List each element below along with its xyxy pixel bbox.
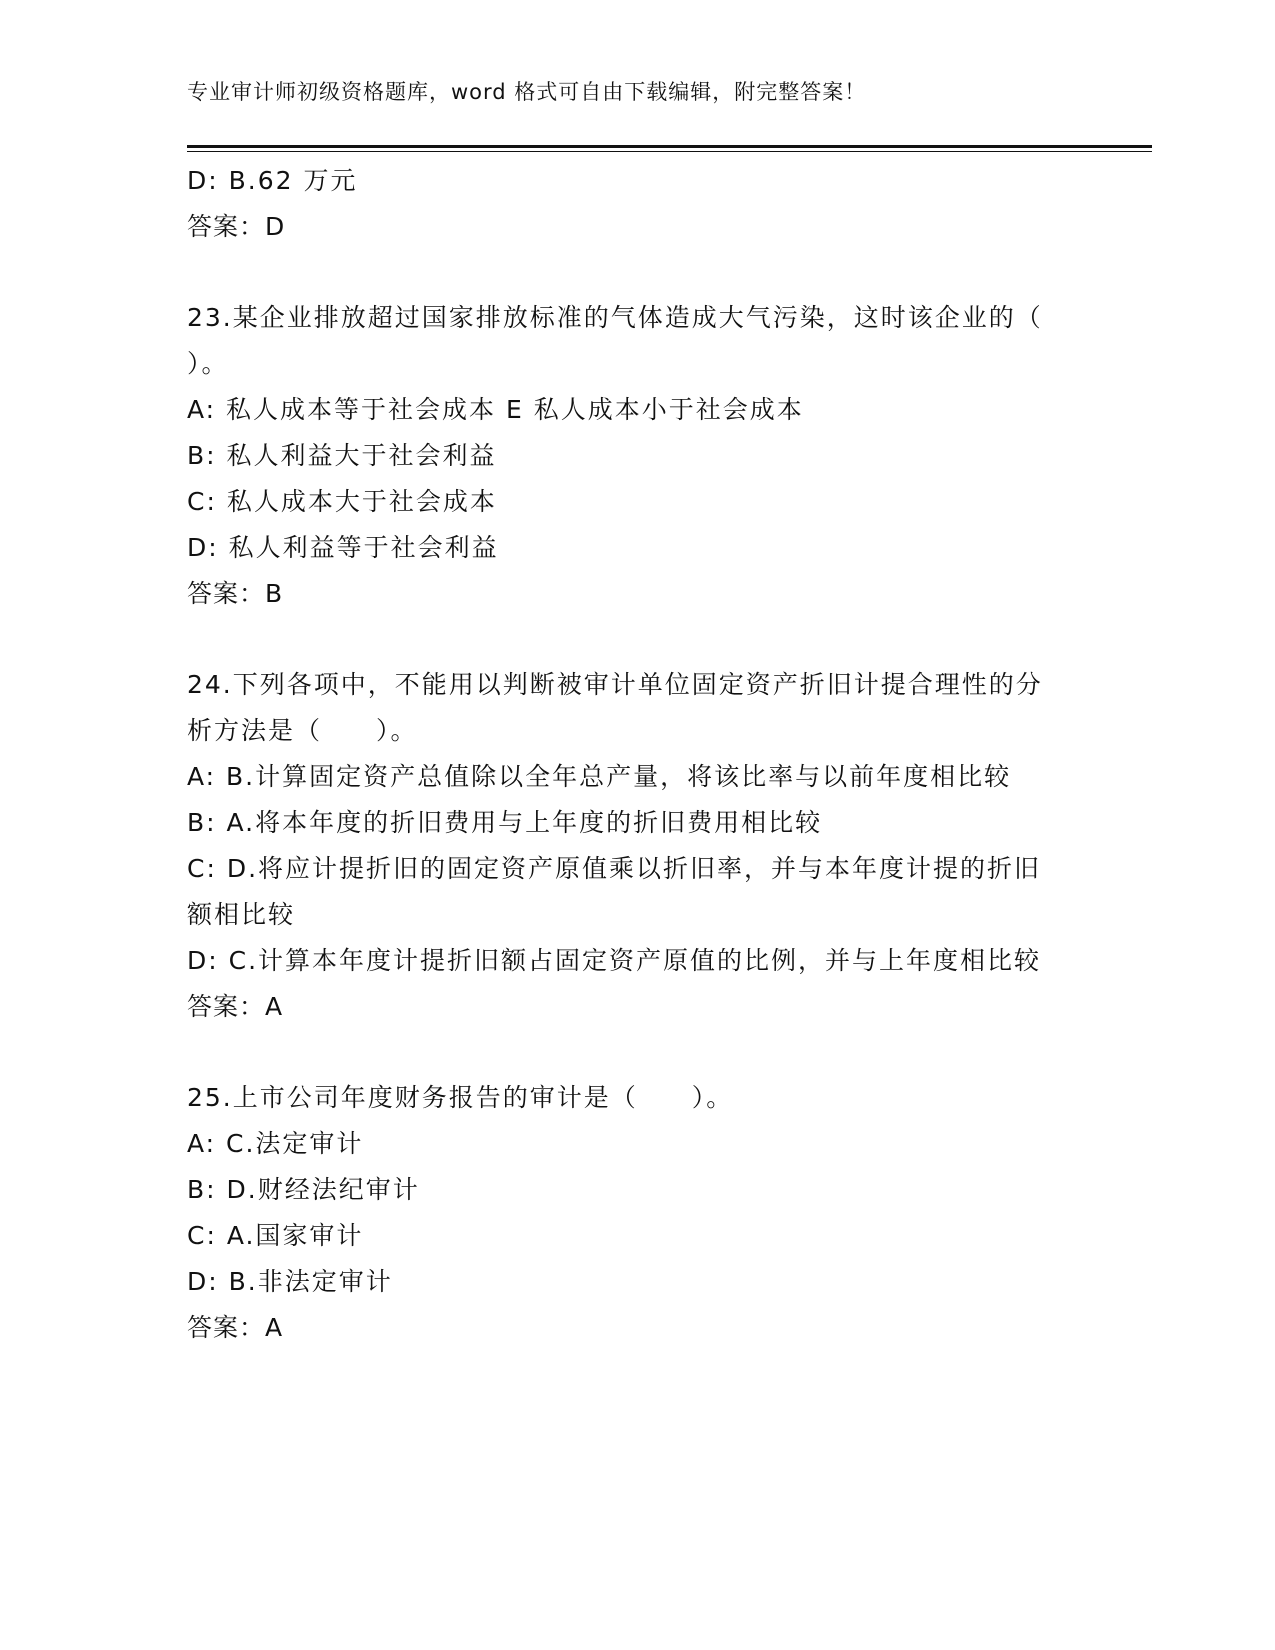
option-d: D: 私人利益等于社会利益 (187, 533, 499, 562)
option-b: B: 私人利益大于社会利益 (187, 441, 497, 470)
option-d: D: C.计算本年度计提折旧额占固定资产原值的比例，并与上年度相比较 (187, 946, 1042, 975)
document-body (187, 158, 1067, 1351)
previous-question-tail (187, 158, 1067, 250)
question-25 (187, 1075, 1067, 1351)
option-a: A: 私人成本等于社会成本 E 私人成本小于社会成本 (187, 395, 804, 424)
page-header: 专业审计师初级资格题库，word 格式可自由下载编辑，附完整答案！ (187, 80, 867, 104)
question-stem: 25.上市公司年度财务报告的审计是（ ）。 (187, 1083, 734, 1112)
answer-line: 答案：A (187, 1313, 284, 1342)
header-divider (187, 145, 1152, 152)
option-a: A: B.计算固定资产总值除以全年总产量，将该比率与以前年度相比较 (187, 762, 1012, 791)
question-23 (187, 295, 1067, 617)
answer-line: 答案：A (187, 992, 284, 1021)
answer-line: 答案：D (187, 212, 286, 241)
option-a: A: C.法定审计 (187, 1129, 364, 1158)
option-b: B: A.将本年度的折旧费用与上年度的折旧费用相比较 (187, 808, 823, 837)
option-c: C: D.将应计提折旧的固定资产原值乘以折旧率，并与本年度计提的折旧额相比较 (187, 854, 1042, 929)
option-b: B: D.财经法纪审计 (187, 1175, 420, 1204)
option-c: C: A.国家审计 (187, 1221, 364, 1250)
option-d: D: B.62 万元 (187, 166, 358, 195)
question-24 (187, 662, 1067, 1030)
question-stem: 24.下列各项中，不能用以判断被审计单位固定资产折旧计提合理性的分析方法是（ ）。 (187, 670, 1043, 745)
question-stem: 23.某企业排放超过国家排放标准的气体造成大气污染，这时该企业的（ ）。 (187, 303, 1043, 378)
option-d: D: B.非法定审计 (187, 1267, 393, 1296)
option-c: C: 私人成本大于社会成本 (187, 487, 497, 516)
answer-line: 答案：B (187, 579, 284, 608)
